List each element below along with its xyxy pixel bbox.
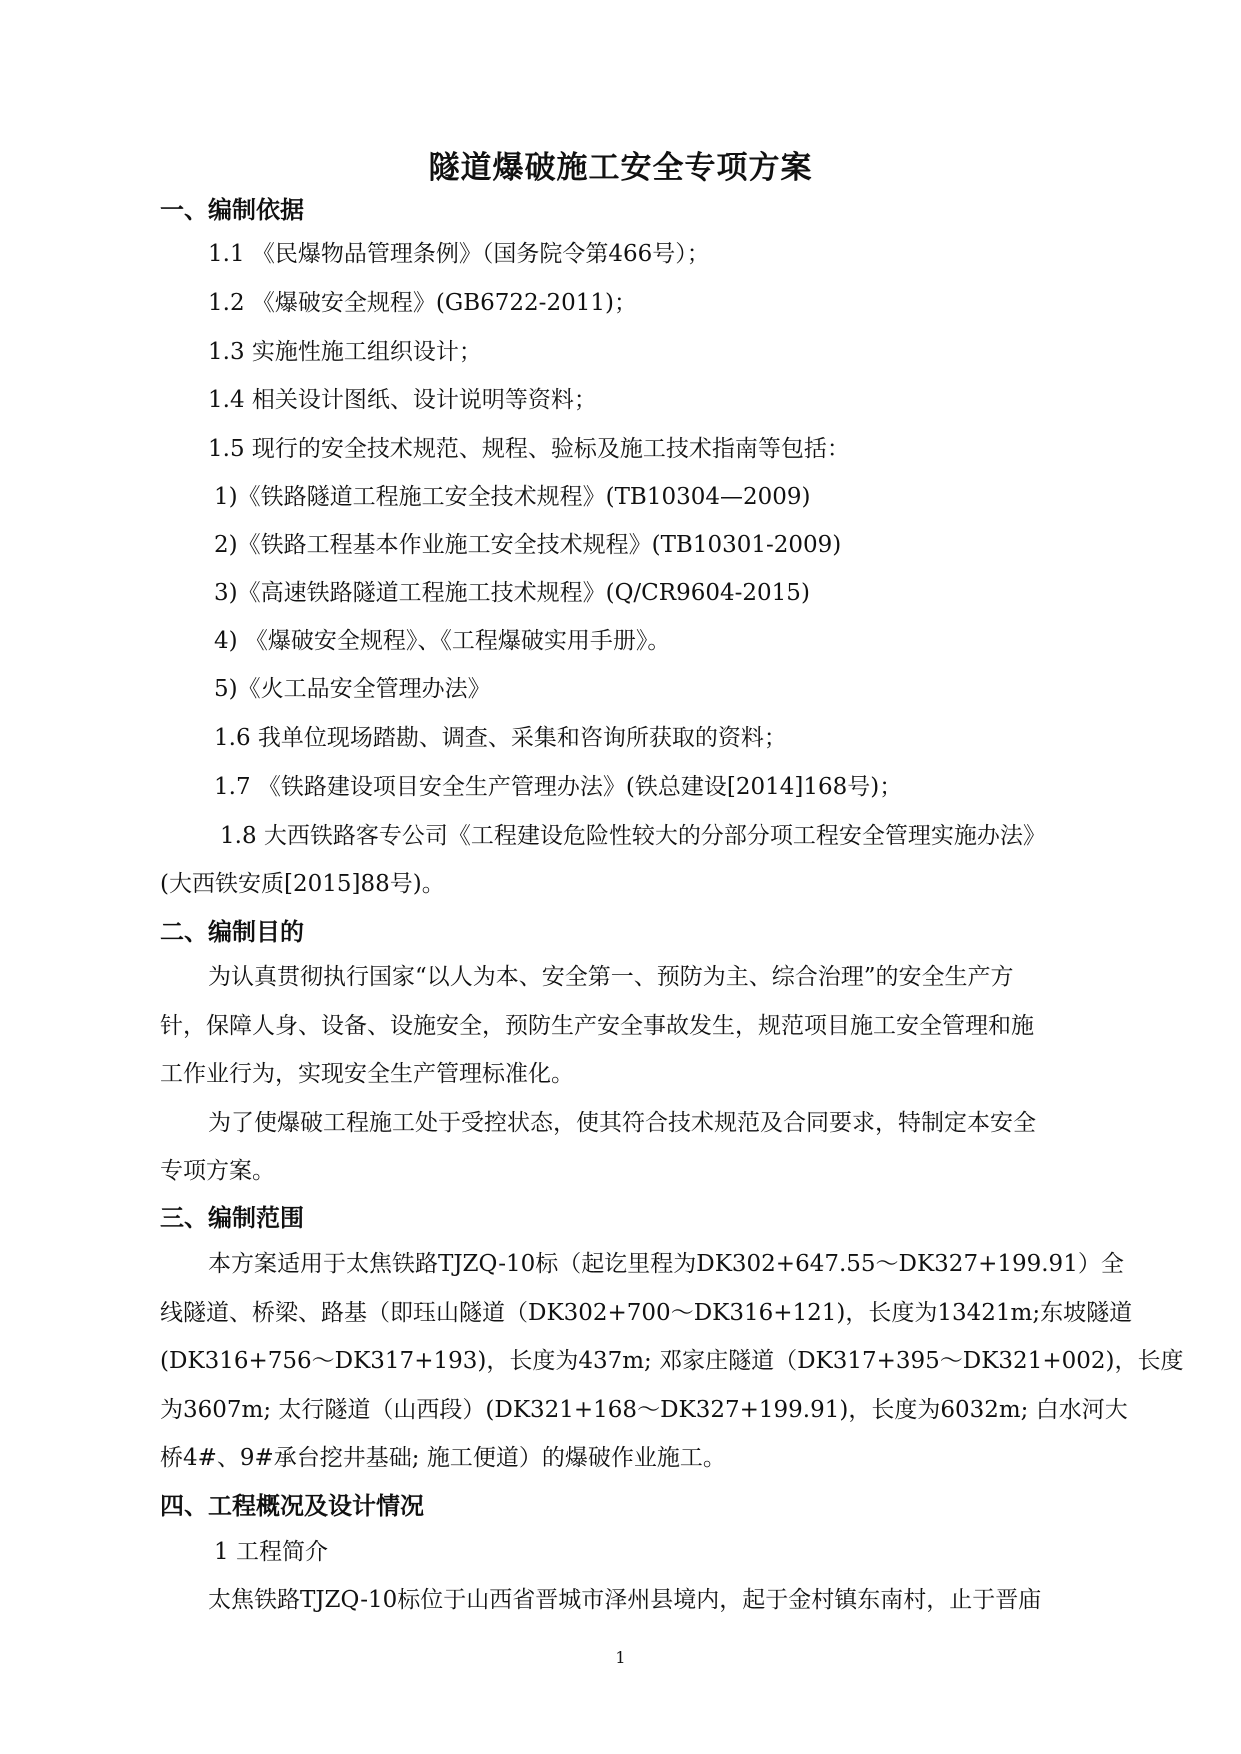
basis-item-1-8-cont: (大西铁安质[2015]88号)。 <box>160 871 445 897</box>
purpose-line-4: 为了使爆破工程施工处于受控状态，使其符合技术规范及合同要求，特制定本安全 <box>208 1110 1036 1136</box>
basis-item-1-6: 1.6 我单位现场踏勘、调查、采集和咨询所获取的资料； <box>214 725 787 751</box>
purpose-line-5: 专项方案。 <box>160 1158 275 1184</box>
overview-line-1: 太焦铁路TJZQ-10标位于山西省晋城市泽州县境内，起于金村镇东南村，止于晋庙 <box>208 1587 1042 1613</box>
basis-item-1-2: 1.2 《爆破安全规程》(GB6722-2011)； <box>208 290 637 316</box>
section-3-heading: 三、编制范围 <box>160 1204 304 1232</box>
document-title: 隧道爆破施工安全专项方案 <box>428 150 813 186</box>
basis-item-1-1: 1.1 《民爆物品管理条例》（国务院令第466号）； <box>208 241 710 267</box>
scope-line-1: 本方案适用于太焦铁路TJZQ-10标（起讫里程为DK302+647.55～DK327+199.91）全 <box>208 1251 1124 1277</box>
basis-item-1-5: 1.5 现行的安全技术规范、规程、验标及施工技术指南等包括： <box>208 436 850 462</box>
purpose-line-1: 为认真贯彻执行国家“以人为本、安全第一、预防为主、综合治理”的安全生产方 <box>208 964 1014 990</box>
subsection-4-1-heading: 1 工程简介 <box>214 1539 328 1565</box>
basis-item-1-4: 1.4 相关设计图纸、设计说明等资料； <box>208 387 597 413</box>
basis-subitem-4: 4) 《爆破安全规程》、《工程爆破实用手册》。 <box>214 628 671 654</box>
section-4-heading: 四、工程概况及设计情况 <box>160 1492 424 1520</box>
basis-subitem-1: 1)《铁路隧道工程施工安全技术规程》(TB10304—2009) <box>214 484 811 510</box>
basis-subitem-2: 2)《铁路工程基本作业施工安全技术规程》(TB10301-2009) <box>214 532 842 558</box>
page-number: 1 <box>615 1648 626 1667</box>
basis-item-1-7: 1.7 《铁路建设项目安全生产管理办法》(铁总建设[2014]168号)； <box>214 774 903 800</box>
section-2-heading: 二、编制目的 <box>160 918 304 946</box>
scope-line-4: 为3607m; 太行隧道（山西段）(DK321+168～DK327+199.91)，长度为6032m; 白水河大 <box>160 1397 1128 1423</box>
basis-item-1-3: 1.3 实施性施工组织设计； <box>208 339 482 365</box>
purpose-line-2: 针，保障人身、设备、设施安全，预防生产安全事故发生，规范项目施工安全管理和施 <box>160 1013 1034 1039</box>
scope-line-5: 桥4#、9#承台挖井基础; 施工便道）的爆破作业施工。 <box>160 1445 726 1471</box>
scope-line-2: 线隧道、桥梁、路基（即珏山隧道（DK302+700～DK316+121)，长度为13421m;东坡隧道 <box>160 1300 1133 1326</box>
purpose-line-3: 工作业行为，实现安全生产管理标准化。 <box>160 1061 574 1087</box>
basis-item-1-8: 1.8 大西铁路客专公司《工程建设危险性较大的分部分项工程安全管理实施办法》 <box>220 823 1046 849</box>
basis-subitem-5: 5)《火工品安全管理办法》 <box>214 676 491 702</box>
basis-subitem-3: 3)《高速铁路隧道工程施工技术规程》(Q/CR9604-2015) <box>214 580 810 606</box>
section-1-heading: 一、编制依据 <box>160 196 304 224</box>
scope-line-3: (DK316+756～DK317+193)，长度为437m; 邓家庄隧道（DK317+395～DK321+002)，长度 <box>160 1348 1184 1374</box>
